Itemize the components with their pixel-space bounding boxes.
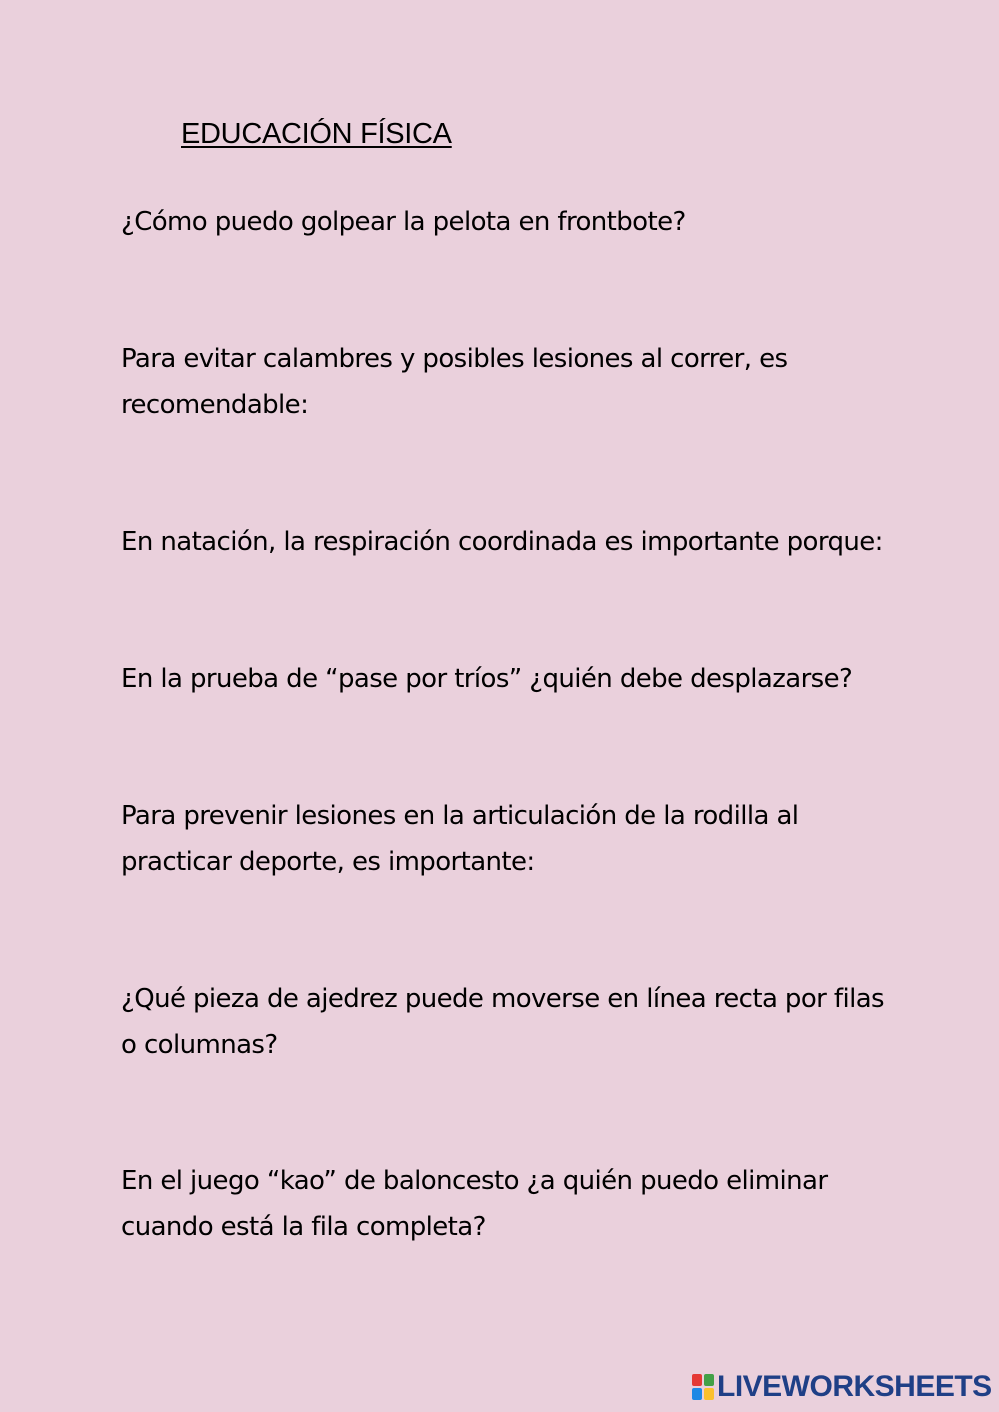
logo-square-yellow: [704, 1388, 714, 1400]
logo-square-green: [704, 1374, 714, 1386]
logo-square-red: [692, 1374, 702, 1386]
page-title: EDUCACIÓN FÍSICA: [181, 118, 452, 150]
liveworksheets-logo: [692, 1370, 992, 1404]
question-6: ¿Qué pieza de ajedrez puede moverse en línea recta por filas o columnas?: [121, 984, 884, 1060]
question-1: ¿Cómo puedo golpear la pelota en frontbote?: [121, 207, 686, 237]
question-2: Para evitar calambres y posibles lesiones al correr, es recomendable:: [121, 344, 788, 420]
question-5: Para prevenir lesiones en la articulación de la rodilla al practicar deporte, es importante:: [121, 801, 799, 877]
question-7: En el juego “kao” de baloncesto ¿a quién puedo eliminar cuando está la fila completa?: [121, 1166, 828, 1242]
logo-square-blue: [692, 1388, 702, 1400]
question-4: En la prueba de “pase por tríos” ¿quién debe desplazarse?: [121, 664, 853, 694]
logo-text: LIVEWORKSHEETS: [717, 1370, 992, 1403]
question-3: En natación, la respiración coordinada es importante porque:: [121, 527, 883, 557]
liveworksheets-logo-icon: [692, 1374, 714, 1400]
